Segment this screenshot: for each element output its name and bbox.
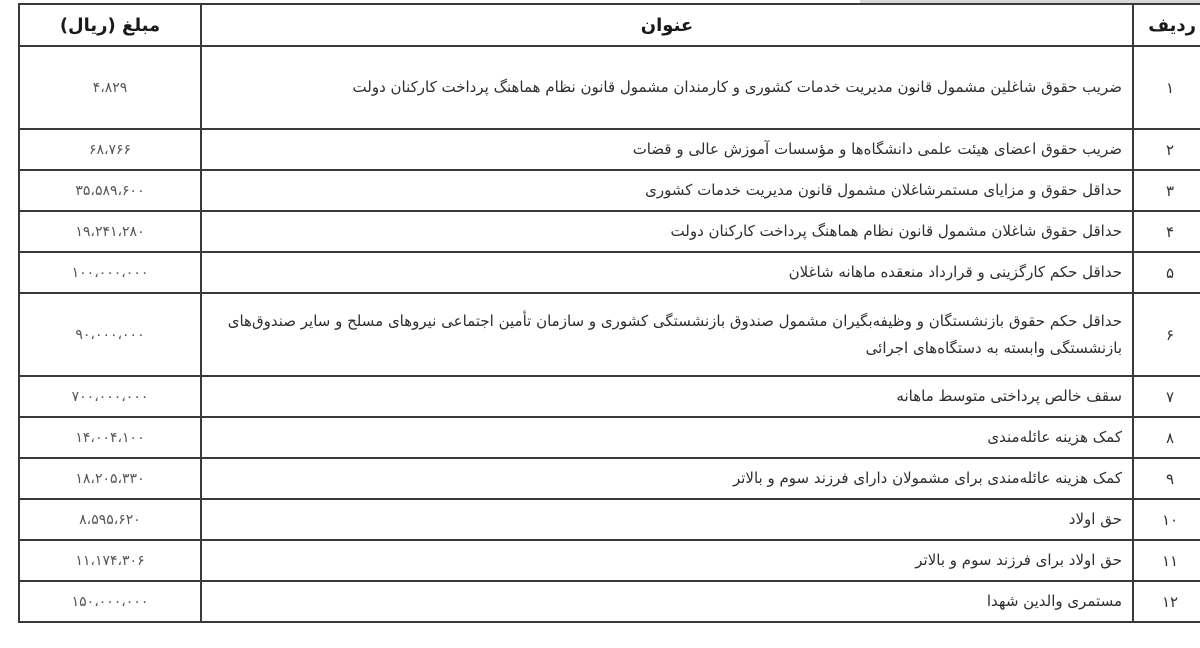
table-row — [19, 499, 1200, 540]
row-amount: ۹۰،۰۰۰،۰۰۰ — [19, 293, 201, 376]
row-number: ۴ — [1133, 211, 1200, 252]
table-row — [19, 129, 1200, 170]
table-header-row — [19, 4, 1200, 46]
table-row — [19, 293, 1200, 376]
row-number: ۱۱ — [1133, 540, 1200, 581]
table-row — [19, 252, 1200, 293]
row-title: ضریب حقوق شاغلین مشمول قانون مدیریت خدمات کشوری و کارمندان مشمول قانون نظام هماهنگ پرداخت کارکنان دولت — [201, 46, 1133, 129]
row-amount: ۷۰۰،۰۰۰،۰۰۰ — [19, 376, 201, 417]
row-number: ۹ — [1133, 458, 1200, 499]
header-amount: مبلغ (ریال) — [19, 4, 201, 46]
table-row — [19, 417, 1200, 458]
row-title: کمک هزینه عائله‌مندی — [201, 417, 1133, 458]
row-amount: ۶۸،۷۶۶ — [19, 129, 201, 170]
row-title: حداقل حکم کارگزینی و قرارداد منعقده ماهانه شاغلان — [201, 252, 1133, 293]
row-title: حداقل حقوق شاغلان مشمول قانون نظام هماهنگ پرداخت کارکنان دولت — [201, 211, 1133, 252]
table-row — [19, 376, 1200, 417]
table-row — [19, 458, 1200, 499]
row-title: سقف خالص پرداختی متوسط ماهانه — [201, 376, 1133, 417]
row-amount: ۱۱،۱۷۴،۳۰۶ — [19, 540, 201, 581]
table-row — [19, 540, 1200, 581]
row-amount: ۴،۸۲۹ — [19, 46, 201, 129]
row-amount: ۱۸،۲۰۵،۳۳۰ — [19, 458, 201, 499]
row-number: ۱۲ — [1133, 581, 1200, 622]
salary-coefficients-table — [18, 3, 1200, 623]
table-row — [19, 211, 1200, 252]
row-title: حق اولاد — [201, 499, 1133, 540]
table-row — [19, 581, 1200, 622]
row-title: حداقل حقوق و مزایای مستمرشاغلان مشمول قانون مدیریت خدمات کشوری — [201, 170, 1133, 211]
row-amount: ۱۴،۰۰۴،۱۰۰ — [19, 417, 201, 458]
row-number: ۸ — [1133, 417, 1200, 458]
row-amount: ۱۰۰،۰۰۰،۰۰۰ — [19, 252, 201, 293]
table-row — [19, 170, 1200, 211]
row-number: ۱ — [1133, 46, 1200, 129]
row-amount: ۱۵۰،۰۰۰،۰۰۰ — [19, 581, 201, 622]
row-amount: ۱۹،۲۴۱،۲۸۰ — [19, 211, 201, 252]
row-number: ۵ — [1133, 252, 1200, 293]
row-title: کمک هزینه عائله‌مندی برای مشمولان دارای فرزند سوم و بالاتر — [201, 458, 1133, 499]
row-title: مستمری والدین شهدا — [201, 581, 1133, 622]
header-row-number: ردیف — [1133, 4, 1200, 46]
table-row — [19, 46, 1200, 129]
row-title: ضریب حقوق اعضای هیئت علمی دانشگاه‌ها و مؤسسات آموزش عالی و قضات — [201, 129, 1133, 170]
header-title: عنوان — [201, 4, 1133, 46]
row-title: حق اولاد برای فرزند سوم و بالاتر — [201, 540, 1133, 581]
row-number: ۶ — [1133, 293, 1200, 376]
row-amount: ۳۵،۵۸۹،۶۰۰ — [19, 170, 201, 211]
row-number: ۷ — [1133, 376, 1200, 417]
row-title: حداقل حکم حقوق بازنشستگان و وظیفه‌بگیران مشمول صندوق بازنشستگی کشوری و سازمان تأمین اجتماعی نیروهای مسلح و سایر صندوق‌های بازنشستگی وابسته به دستگاه‌های اجرائی — [201, 293, 1133, 376]
row-number: ۲ — [1133, 129, 1200, 170]
row-amount: ۸،۵۹۵،۶۲۰ — [19, 499, 201, 540]
row-number: ۳ — [1133, 170, 1200, 211]
row-number: ۱۰ — [1133, 499, 1200, 540]
